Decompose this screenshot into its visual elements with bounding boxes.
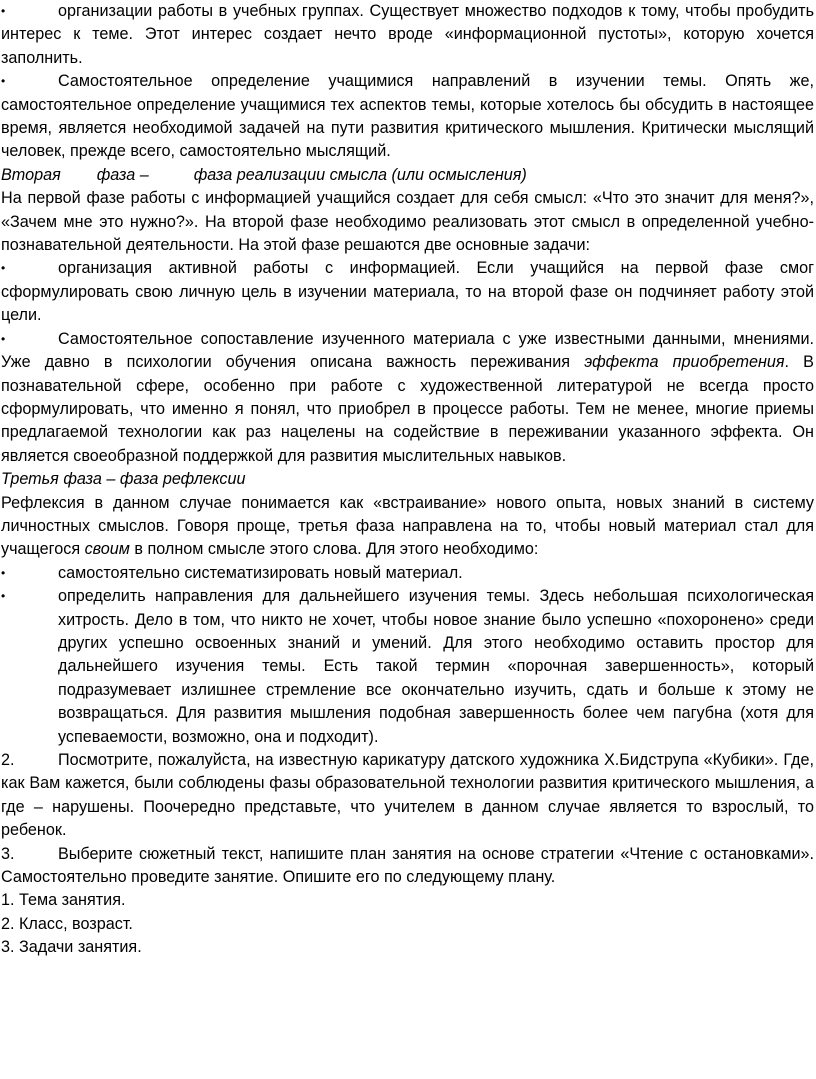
bullet-marker: • <box>1 589 6 604</box>
task-number: 3. <box>1 844 15 863</box>
bullet-paragraph-directions <box>1 585 814 749</box>
paragraph-text: Посмотрите, пожалуйста, на известную карикатуру датского художника Х.Бидструпа «Кубики». Где, как Вам кажется, были соблюдены фазы образовательной технологии развития критического мышления, а где – нарушены. Поочередно представьте, что учителем в данном случае является то взрослый, то ребенок. <box>1 751 814 840</box>
paragraph-text: определить направления для дальнейшего изучения темы. Здесь небольшая психологическая хитрость. Дело в том, что никто не хочет, чтобы новое знание было успешно «похоронено» среди других успешно освоенных знаний и умений. Для этого необходимо оставить простор для дальнейшего изучения темы. Есть такой термин «порочная завершенность», который подразумевает излишнее стремление все окончательно изучить, сдать и больше к этому не возвращаться. Для развития мышления подобная завершенность более чем пагубна (хотя для успеваемости, возможно, она и подходит). <box>58 587 814 746</box>
bullet-marker: • <box>1 261 6 276</box>
bullet-marker: • <box>1 74 6 89</box>
plan-item-3: 3. Задачи занятия. <box>1 938 142 957</box>
paragraph-text: самостоятельно систематизировать новый материал. <box>58 563 463 582</box>
plan-item-1: 1. Тема занятия. <box>1 891 126 910</box>
italic-term: эффекта приобретения <box>584 353 785 372</box>
phase2-paragraph: На первой фазе работы с информацией учащийся создает для себя смысл: «Что это значит для меня?», «Зачем мне это нужно?». На второй фазе необходимо реализовать этот смысл в определенной учебно-познавательной деятельности. На этой фазе решаются две основные задачи: <box>1 189 814 255</box>
task-3-paragraph <box>1 843 814 890</box>
task-2-paragraph <box>1 749 814 843</box>
bullet-paragraph-active-work <box>1 257 814 327</box>
italic-term: своим <box>84 540 130 559</box>
paragraph-text: Выберите сюжетный текст, напишите план занятия на основе стратегии «Чтение с остановками». Самостоятельно проведите занятие. Опишите его по следующему плану. <box>1 844 814 887</box>
paragraph-text: организация активной работы с информацией. Если учащийся на первой фазе смог сформулировать свою личную цель в изучении материала, то на второй фазе он подчиняет работу этой цели. <box>1 259 814 325</box>
phase2-heading: Вторая фаза – фаза реализации смысла (или осмысления) <box>1 165 527 184</box>
bullet-paragraph-systematize <box>1 562 814 585</box>
task-number: 2. <box>1 751 15 769</box>
phase3-heading: Третья фаза – фаза рефлексии <box>1 470 246 489</box>
phase3-paragraph: Рефлексия в данном случае понимается как «встраивание» нового опыта, новых знаний в систему личностных смыслов. Говоря проще, третья фаза направлена на то, чтобы новый материал стал для учащегося своим в полном смысле этого слова. Для этого необходимо: <box>1 493 814 559</box>
bullet-paragraph-self-direction <box>1 70 814 164</box>
bullet-marker: • <box>1 565 6 580</box>
bullet-paragraph-interest <box>1 0 814 70</box>
paragraph-text: Самостоятельное определение учащимися направлений в изучении темы. Опять же, самостоятельное определение учащимися тех аспектов темы, которые хотелось бы обсудить в настоящее время, является необходимой задачей на пути развития критического мышления. Критически мыслящий человек, прежде всего, самостоятельно мыслящий. <box>1 72 814 161</box>
bullet-paragraph-comparison <box>1 328 814 468</box>
paragraph-text: организации работы в учебных группах. Существует множество подходов к тому, чтобы пробудить интерес к теме. Этот интерес создает нечто вроде «информационной пустоты», которую хочется заполнить. <box>1 2 814 67</box>
paragraph-text: Самостоятельное сопоставление изученного материала с уже известными данными, мнениями. Уже давно в психологии обучения описана важность переживания <box>1 329 814 372</box>
plan-item-2: 2. Класс, возраст. <box>1 914 133 933</box>
bullet-marker: • <box>1 4 6 18</box>
bullet-marker: • <box>1 331 6 346</box>
paragraph-text: . В познавательной сфере, особенно при работе с художественной литературой не всегда просто сформулировать, что именно я понял, что приобрел в процессе работы. Тем не менее, многие приемы предлагаемой технологии как раз нацелены на содействие в переживании указанного эффекта. Он является своеобразной поддержкой для развития мыслительных навыков. <box>1 353 814 465</box>
